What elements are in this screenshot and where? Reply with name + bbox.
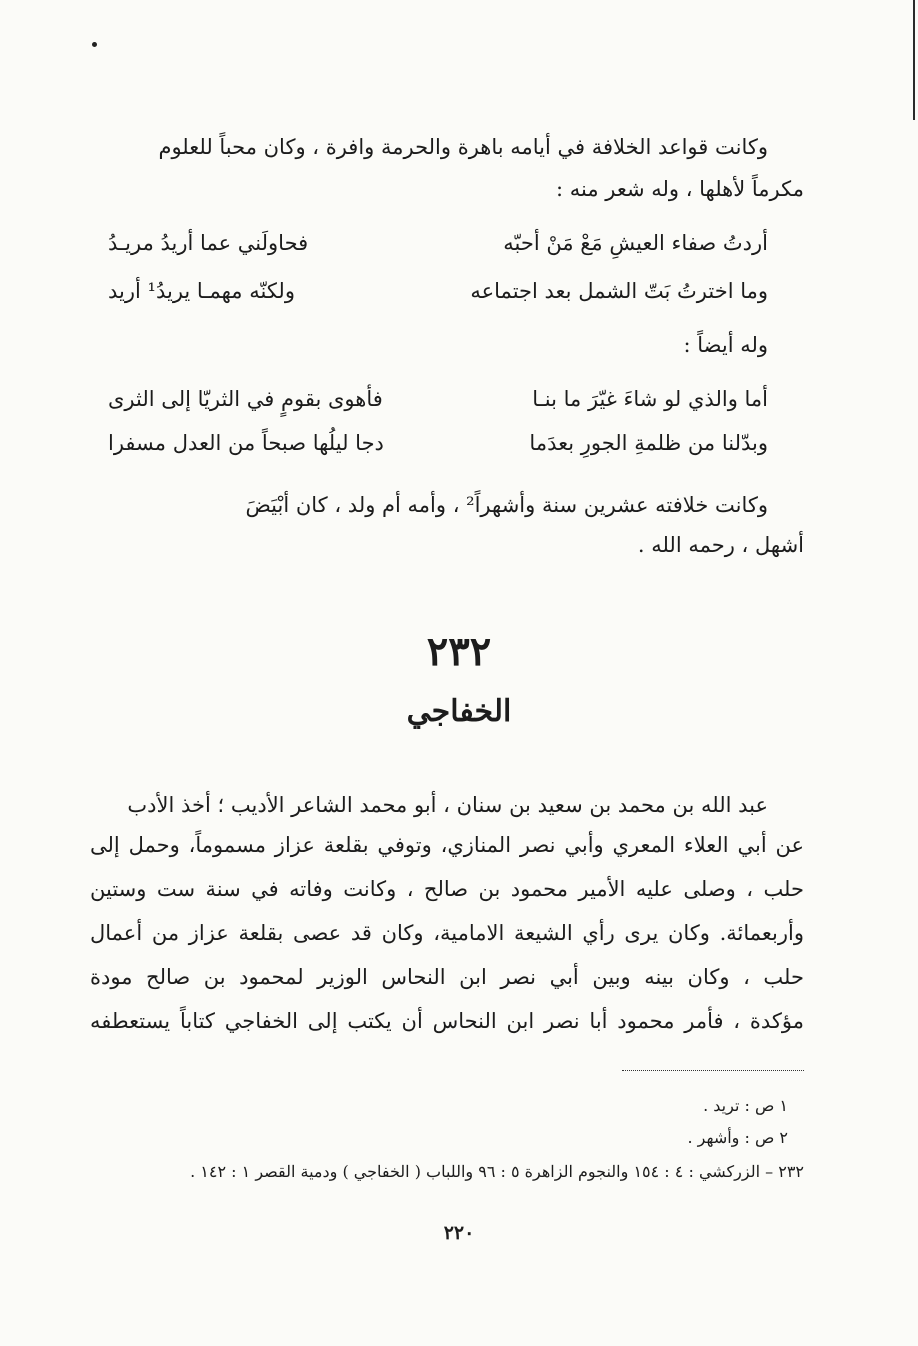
footnote-2: ٢ ص : وأشهر . [687, 1128, 788, 1147]
body-line-2: عن أبي العلاء المعري وأبي نصر المنازي، وتوفي بقلعة عزاز مسموماً، وحمل إلى [90, 833, 804, 857]
body-line-1: عبد الله بن محمد بن سعيد بن سنان ، أبو محمد الشاعر الأديب ؛ أخذ الأدب [127, 793, 768, 817]
closing-line-2: أشهل ، رحمه الله . [637, 533, 804, 557]
hemistich: وما اخترتُ بَتّ الشمل بعد اجتماعه [470, 279, 768, 303]
page-number: ٢٢٠ [443, 1222, 475, 1244]
page-edge [913, 0, 915, 120]
body-line-5: حلب ، وكان بينه وبين أبي نصر ابن النحاس الوزير لمحمود بن صالح مودة [90, 965, 804, 989]
ink-dot [92, 42, 97, 47]
body-line-4: وأربعمائة. وكان يرى رأي الشيعة الامامية، وكان قد عصى بقلعة عزاز من أعمال [90, 921, 804, 945]
footnote-3: ٢٣٢ – الزركشي : ٤ : ١٥٤ والنجوم الزاهرة ٥ : ٩٦ واللباب ( الخفاجي ) ودمية القصر ١ : ١٤٢ . [190, 1162, 804, 1181]
hemistich: وبدّلنا من ظلمةِ الجورِ بعدَما [529, 431, 768, 455]
hemistich: فأهوى بقومٍ في الثريّا إلى الثرى [108, 387, 383, 411]
hemistich: أردتُ صفاء العيشِ مَعْ مَنْ أحبّه [503, 231, 768, 255]
hemistich: أما والذي لو شاءَ غيّرَ ما بنـا [532, 387, 768, 411]
body-line-6: مؤكدة ، فأمر محمود أبا نصر ابن النحاس أن يكتب إلى الخفاجي كتاباً يستعطفه [90, 1009, 804, 1033]
intro-line-2: مكرماً لأهلها ، وله شعر منه : [555, 177, 804, 201]
intro-line-1: وكانت قواعد الخلافة في أيامه باهرة والحرمة وافرة ، وكان محباً للعلوم [158, 135, 768, 159]
hemistich: دجا ليلُها صبحاً من العدل مسفرا [108, 431, 384, 455]
entry-number: ٢٣٢ [426, 628, 492, 675]
hemistich: فحاولَني عما أريدُ مريـدُ [108, 231, 309, 255]
entry-title: الخفاجي [406, 694, 512, 729]
closing-line-1: وكانت خلافته عشرين سنة وأشهراً² ، وأمه أم ولد ، كان أبْيَضَ [245, 493, 768, 517]
also-line: وله أيضاً : [683, 333, 768, 357]
hemistich: ولكنّه مهمـا يريدُ¹ أريد [108, 279, 295, 303]
body-line-3: حلب ، وصلى عليه الأمير محمود بن صالح ، وكانت وفاته في سنة ست وستين [90, 877, 804, 901]
footnote-separator [622, 1070, 804, 1071]
footnote-1: ١ ص : تريد . [703, 1096, 788, 1115]
